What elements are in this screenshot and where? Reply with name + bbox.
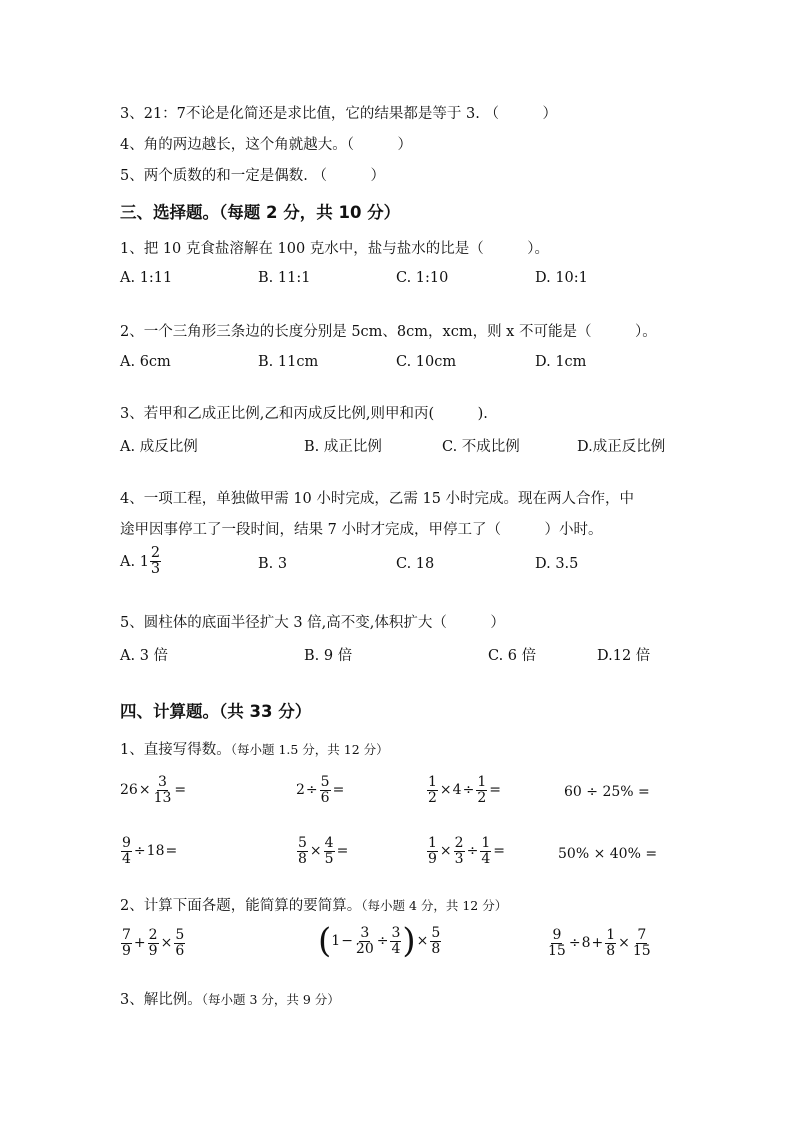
divide-sign: ÷ bbox=[466, 843, 479, 860]
equals-sign: = bbox=[174, 782, 187, 799]
direct-calc-6 bbox=[296, 836, 349, 866]
numerator: 5 bbox=[298, 835, 307, 851]
numerator: 2 bbox=[454, 835, 464, 851]
judge-item-3: 3、21：7不论是化简还是求比值，它的结果都是等于 3. （ ） bbox=[120, 106, 557, 122]
q5-option-b: B. 9 倍 bbox=[304, 648, 353, 664]
part2-text: 2、计算下面各题，能简算的要简算。 bbox=[120, 898, 362, 914]
denominator: 8 bbox=[298, 850, 307, 867]
direct-calc-8: 50% × 40% = bbox=[558, 846, 658, 862]
divide-sign: ÷ bbox=[133, 843, 146, 860]
q1-option-a: A. 1:11 bbox=[120, 270, 173, 286]
times-sign: × bbox=[416, 933, 429, 949]
part2-note: （每小题 4 分，共 12 分） bbox=[361, 898, 508, 913]
plus-sign: + bbox=[591, 935, 604, 952]
fraction bbox=[320, 775, 331, 805]
q4-text-line2: 途甲因事停工了一段时间，结果 7 小时才完成，甲停工了（ ）小时。 bbox=[120, 522, 603, 538]
operand: 1 bbox=[331, 933, 341, 949]
fraction bbox=[148, 928, 159, 958]
fraction bbox=[427, 775, 438, 805]
calc-expression-1 bbox=[120, 928, 186, 958]
equals-sign: = bbox=[332, 782, 345, 799]
fraction bbox=[150, 546, 161, 577]
part3-heading bbox=[120, 988, 340, 1009]
direct-calc-5 bbox=[120, 836, 178, 866]
q3-option-c: C. 不成比例 bbox=[442, 439, 520, 455]
operand: 4 bbox=[452, 782, 462, 799]
fraction bbox=[121, 836, 132, 866]
numerator: 1 bbox=[481, 835, 491, 851]
numerator: 5 bbox=[175, 927, 185, 943]
equals-sign: = bbox=[336, 843, 349, 860]
q2-option-d: D. 1cm bbox=[535, 354, 587, 370]
denominator: 9 bbox=[428, 850, 437, 867]
part1-text: 1、直接写得数。 bbox=[120, 742, 231, 758]
q4-option-c: C. 18 bbox=[396, 556, 435, 572]
q3-option-b: B. 成正比例 bbox=[304, 439, 382, 455]
numerator: 1 bbox=[428, 835, 437, 851]
numerator: 2 bbox=[150, 545, 161, 561]
equals-sign: = bbox=[493, 843, 505, 860]
q2-option-b: B. 11cm bbox=[258, 354, 319, 370]
numerator: 5 bbox=[320, 774, 330, 790]
section3-title: 三、选择题。（每题 2 分，共 10 分） bbox=[120, 203, 401, 222]
denominator: 2 bbox=[428, 789, 437, 806]
direct-calc-2 bbox=[296, 775, 345, 805]
denominator: 8 bbox=[431, 940, 441, 957]
q4-option-a bbox=[120, 546, 162, 577]
fraction bbox=[297, 836, 308, 866]
times-sign: × bbox=[618, 935, 630, 952]
q4-option-b: B. 3 bbox=[258, 556, 288, 572]
denominator: 9 bbox=[122, 942, 131, 959]
q3-text: 3、若甲和乙成正比例,乙和丙成反比例,则甲和丙( ). bbox=[120, 406, 488, 422]
fraction bbox=[427, 836, 438, 866]
right-paren: ) bbox=[402, 921, 416, 961]
operand: 26 bbox=[120, 782, 138, 799]
calc-expression-3 bbox=[546, 928, 653, 958]
fraction bbox=[430, 926, 441, 956]
calc-expression-2 bbox=[318, 921, 442, 961]
times-sign: × bbox=[439, 782, 452, 799]
numerator: 3 bbox=[391, 924, 401, 941]
q2-option-c: C. 10cm bbox=[396, 354, 457, 370]
denominator: 9 bbox=[148, 942, 158, 959]
denominator: 4 bbox=[481, 850, 491, 867]
q3-option-d: D.成正反比例 bbox=[577, 439, 666, 455]
numerator: 4 bbox=[324, 835, 334, 851]
fraction bbox=[153, 775, 173, 805]
part3-text: 3、解比例。 bbox=[120, 992, 202, 1008]
fraction bbox=[121, 928, 132, 958]
q2-text: 2、一个三角形三条边的长度分别是 5cm、8cm，xcm，则 x 不可能是（ ）。 bbox=[120, 324, 657, 340]
judge-item-5: 5、两个质数的和一定是偶数. （ ） bbox=[120, 168, 385, 184]
q5-option-d: D.12 倍 bbox=[597, 648, 651, 664]
numerator: 2 bbox=[148, 927, 158, 943]
equals-sign: = bbox=[489, 782, 501, 799]
q2-option-a: A. 6cm bbox=[120, 354, 171, 370]
q5-option-a: A. 3 倍 bbox=[120, 648, 169, 664]
fraction bbox=[632, 928, 652, 958]
fraction bbox=[476, 775, 487, 805]
q3-option-a: A. 成反比例 bbox=[120, 439, 198, 455]
q4-text-line1: 4、一项工程，单独做甲需 10 小时完成，乙需 15 小时完成。现在两人合作，中 bbox=[120, 491, 635, 507]
part1-heading bbox=[120, 738, 389, 759]
denominator: 3 bbox=[454, 850, 464, 867]
fraction bbox=[480, 836, 491, 866]
fraction bbox=[547, 928, 567, 958]
numerator: 1 bbox=[477, 774, 487, 790]
fraction bbox=[605, 928, 616, 958]
q1-text: 1、把 10 克食盐溶解在 100 克水中，盐与盐水的比是（ ）。 bbox=[120, 241, 550, 257]
direct-calc-3 bbox=[426, 775, 502, 805]
fraction bbox=[355, 926, 375, 956]
denominator: 6 bbox=[175, 942, 185, 959]
times-sign: × bbox=[309, 843, 322, 860]
denominator: 15 bbox=[632, 942, 651, 959]
numerator: 9 bbox=[122, 835, 131, 851]
denominator: 4 bbox=[122, 850, 131, 867]
denominator: 15 bbox=[548, 942, 566, 959]
plus-sign: + bbox=[133, 935, 146, 952]
judge-item-4: 4、角的两边越长，这个角就越大。（ ） bbox=[120, 137, 412, 153]
q4-option-a-prefix: A. 1 bbox=[120, 553, 149, 570]
fraction bbox=[324, 836, 335, 866]
q1-option-b: B. 11:1 bbox=[258, 270, 311, 286]
numerator: 3 bbox=[360, 924, 370, 941]
q1-option-c: C. 1:10 bbox=[396, 270, 449, 286]
divide-sign: ÷ bbox=[376, 933, 389, 949]
times-sign: × bbox=[160, 935, 173, 952]
numerator: 7 bbox=[122, 927, 131, 943]
divide-sign: ÷ bbox=[568, 935, 581, 952]
numerator: 7 bbox=[637, 927, 647, 943]
numerator: 1 bbox=[606, 927, 616, 943]
denominator: 8 bbox=[606, 942, 616, 959]
times-sign: × bbox=[439, 843, 452, 860]
section4-title: 四、计算题。（共 33 分） bbox=[120, 702, 312, 721]
operand: 18 bbox=[146, 843, 165, 860]
denominator: 13 bbox=[153, 789, 172, 806]
denominator: 2 bbox=[477, 789, 487, 806]
denominator: 4 bbox=[391, 940, 401, 957]
direct-calc-7 bbox=[426, 836, 506, 866]
numerator: 1 bbox=[428, 774, 437, 790]
operand: 2 bbox=[296, 782, 305, 799]
times-sign: × bbox=[138, 782, 151, 799]
operand: 8 bbox=[581, 935, 591, 952]
equals-sign: = bbox=[165, 843, 178, 860]
numerator: 5 bbox=[431, 924, 441, 941]
q4-option-d: D. 3.5 bbox=[535, 556, 579, 572]
denominator: 5 bbox=[324, 850, 334, 867]
minus-sign: − bbox=[341, 933, 353, 949]
divide-sign: ÷ bbox=[305, 782, 318, 799]
numerator: 3 bbox=[158, 774, 167, 790]
q5-text: 5、圆柱体的底面半径扩大 3 倍,高不变,体积扩大（ ） bbox=[120, 615, 505, 631]
divide-sign: ÷ bbox=[462, 782, 475, 799]
fraction bbox=[454, 836, 465, 866]
denominator: 6 bbox=[320, 789, 330, 806]
part2-heading bbox=[120, 894, 507, 915]
q5-option-c: C. 6 倍 bbox=[488, 648, 537, 664]
direct-calc-1 bbox=[120, 775, 187, 805]
numerator: 9 bbox=[552, 927, 562, 943]
fraction bbox=[390, 926, 401, 956]
denominator: 3 bbox=[150, 561, 161, 578]
direct-calc-4: 60 ÷ 25% = bbox=[564, 784, 650, 800]
part1-note: （每小题 1.5 分，共 12 分） bbox=[230, 742, 389, 757]
part3-note: （每小题 3 分，共 9 分） bbox=[201, 992, 340, 1007]
denominator: 20 bbox=[355, 940, 374, 957]
fraction bbox=[174, 928, 185, 958]
left-paren: ( bbox=[318, 921, 332, 961]
q1-option-d: D. 10:1 bbox=[535, 270, 588, 286]
